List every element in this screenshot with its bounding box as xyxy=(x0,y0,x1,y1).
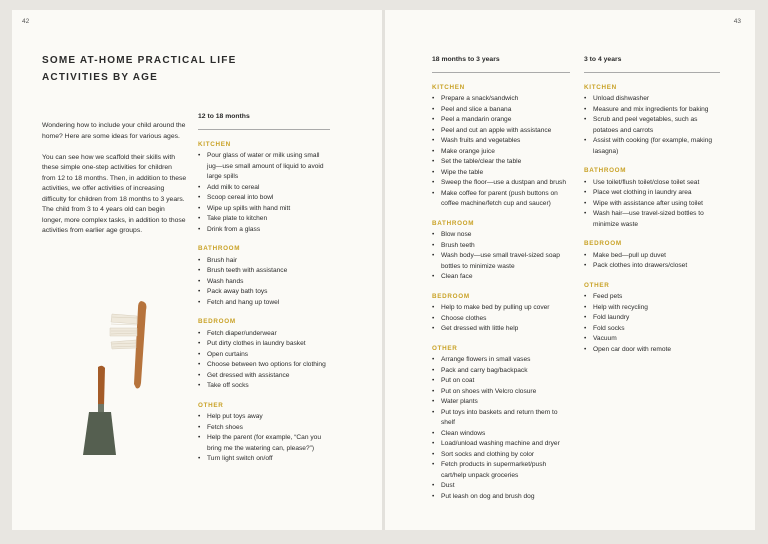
section-heading-kitchen: KITCHEN xyxy=(432,83,465,91)
list-item: • Help to make bed by pulling up cover xyxy=(432,303,570,314)
list-item: • Wash fruits and vegetables xyxy=(432,136,570,147)
list-item: • Help put toys away xyxy=(198,412,330,423)
list-item: • Get dressed with little help xyxy=(432,324,570,335)
list-item: • Wipe with assistance after using toilet xyxy=(584,199,720,210)
activity-list xyxy=(198,256,330,309)
list-item: • Place wet clothing in laundry area xyxy=(584,188,720,199)
list-item: • Fetch and hang up towel xyxy=(198,298,330,309)
list-item: • Wipe up spills with hand mitt xyxy=(198,204,330,215)
intro-paragraph: You can see how we scaffold their skills with these simple one-step activities for children from 12 to 18 months. Then, in addition to these activities, we offer activities of increasing difficulty for children from 18 months to 3 years. The child from 3 to 4 years old can begin longer, more complex tasks, in addition to those activities from earlier age groups. xyxy=(42,153,187,234)
list-item: • Put leash on dog and brush dog xyxy=(432,492,570,503)
column-heading: 3 to 4 years xyxy=(584,55,720,73)
list-item: • Fetch shoes xyxy=(198,423,330,434)
list-item: • Set the table/clear the table xyxy=(432,157,570,168)
list-item: • Clean face xyxy=(432,272,570,283)
list-item: • Drink from a glass xyxy=(198,225,330,236)
page-number-left: 42 xyxy=(22,18,30,25)
list-item: • Use toilet/flush toilet/close toilet seat xyxy=(584,178,720,189)
list-item: • Wash hands xyxy=(198,277,330,288)
list-item: • Add milk to cereal xyxy=(198,183,330,194)
list-item: • Peel and slice a banana xyxy=(432,105,570,116)
list-item: • Choose clothes xyxy=(432,314,570,325)
list-item: • Put toys into baskets and return them to shelf xyxy=(432,408,570,429)
list-item: • Peel and cut an apple with assistance xyxy=(432,126,570,137)
list-item: • Take off socks xyxy=(198,381,330,392)
list-item: • Make bed—pull up duvet xyxy=(584,251,720,262)
illustration xyxy=(64,298,159,468)
list-item: • Sweep the floor—use a dustpan and brush xyxy=(432,178,570,189)
list-item: • Feed pets xyxy=(584,292,720,303)
list-item: • Wipe the table xyxy=(432,168,570,179)
section-heading-kitchen: KITCHEN xyxy=(198,140,231,148)
column-heading: 12 to 18 months xyxy=(198,112,330,130)
section-heading-bathroom: BATHROOM xyxy=(198,245,241,252)
list-item: • Fetch diaper/underwear xyxy=(198,329,330,340)
activity-list xyxy=(432,303,570,335)
intro-text xyxy=(42,121,187,247)
brush-icon xyxy=(110,301,146,388)
list-item: • Turn light switch on/off xyxy=(198,454,330,465)
list-item: • Put on coat xyxy=(432,376,570,387)
list-item: • Help with recycling xyxy=(584,303,720,314)
list-item: • Measure and mix ingredients for baking xyxy=(584,105,720,116)
list-item: • Fold laundry xyxy=(584,313,720,324)
section-heading-bedroom: BEDROOM xyxy=(584,240,622,247)
section-heading-bathroom: BATHROOM xyxy=(432,219,475,227)
list-item: • Prepare a snack/sandwich xyxy=(432,94,570,105)
list-item: • Pack clothes into drawers/closet xyxy=(584,261,720,272)
intro-paragraph: Wondering how to include your child around the home? Here are some ideas for various ages. xyxy=(42,122,186,140)
list-item: • Get dressed with assistance xyxy=(198,371,330,382)
activity-list xyxy=(584,94,720,157)
list-item: • Put on shoes with Velcro closure xyxy=(432,387,570,398)
activity-list xyxy=(432,94,570,210)
section-heading-bathroom: BATHROOM xyxy=(584,167,627,174)
list-item: • Scrub and peel vegetables, such as potatoes and carrots xyxy=(584,115,720,136)
section-heading-bedroom: BEDROOM xyxy=(198,318,236,325)
column-3-to-4-years xyxy=(584,55,720,355)
column-12-to-18-months xyxy=(198,112,330,465)
list-item: • Brush hair xyxy=(198,256,330,267)
list-item: • Unload dishwasher xyxy=(584,94,720,105)
list-item: • Sort socks and clothing by color xyxy=(432,450,570,461)
list-item: • Clean windows xyxy=(432,429,570,440)
list-item: • Water plants xyxy=(432,397,570,408)
list-item: • Assist with cooking (for example, making lasagna) xyxy=(584,136,720,157)
list-item: • Wash body—use small travel-sized soap bottles to minimize waste xyxy=(432,251,570,272)
list-item: • Brush teeth xyxy=(432,241,570,252)
page-title: SOME AT-HOME PRACTICAL LIFE ACTIVITIES BY AGE xyxy=(42,55,237,83)
list-item: • Blow nose xyxy=(432,230,570,241)
list-item: • Put dirty clothes in laundry basket xyxy=(198,339,330,350)
activity-list xyxy=(198,151,330,235)
list-item: • Make orange juice xyxy=(432,147,570,158)
section-heading-bedroom: BEDROOM xyxy=(432,292,470,300)
right-page xyxy=(385,10,755,530)
section-heading-other: OTHER xyxy=(198,401,224,409)
list-item: • Wash hair—use travel-sized bottles to minimize waste xyxy=(584,209,720,230)
list-item: • Pour glass of water or milk using small jug—use small amount of liquid to avoid large spills xyxy=(198,151,330,183)
list-item: • Dust xyxy=(432,481,570,492)
list-item: • Choose between two options for clothing xyxy=(198,360,330,371)
list-item: • Scoop cereal into bowl xyxy=(198,193,330,204)
activity-list xyxy=(432,230,570,283)
section-heading-kitchen: KITCHEN xyxy=(584,83,617,91)
list-item: • Brush teeth with assistance xyxy=(198,266,330,277)
list-item: • Open car door with remote xyxy=(584,345,720,356)
page-number-right: 43 xyxy=(733,18,741,25)
section-heading-other: OTHER xyxy=(584,281,610,289)
activity-list xyxy=(584,292,720,355)
list-item: • Take plate to kitchen xyxy=(198,214,330,225)
list-item: • Vacuum xyxy=(584,334,720,345)
list-item: • Load/unload washing machine and dryer xyxy=(432,439,570,450)
activity-list xyxy=(198,412,330,465)
list-item: • Fold socks xyxy=(584,324,720,335)
trowel-icon xyxy=(83,366,116,455)
activity-list xyxy=(432,355,570,502)
list-item: • Pack away bath toys xyxy=(198,287,330,298)
list-item: • Fetch products in supermarket/push cart/help unpack groceries xyxy=(432,460,570,481)
section-heading-other: OTHER xyxy=(432,344,458,352)
activity-list xyxy=(198,329,330,392)
activity-list xyxy=(584,178,720,231)
list-item: • Help the parent (for example, “Can you bring me the watering can, please?”) xyxy=(198,433,330,454)
list-item: • Arrange flowers in small vases xyxy=(432,355,570,366)
list-item: • Open curtains xyxy=(198,350,330,361)
activity-list xyxy=(584,251,720,272)
list-item: • Pack and carry bag/backpack xyxy=(432,366,570,377)
list-item: • Make coffee for parent (push buttons on coffee machine/fetch cup and saucer) xyxy=(432,189,570,210)
column-heading: 18 months to 3 years xyxy=(432,55,570,73)
left-page xyxy=(12,10,382,530)
column-18-months-to-3-years xyxy=(432,55,570,502)
list-item: • Peel a mandarin orange xyxy=(432,115,570,126)
